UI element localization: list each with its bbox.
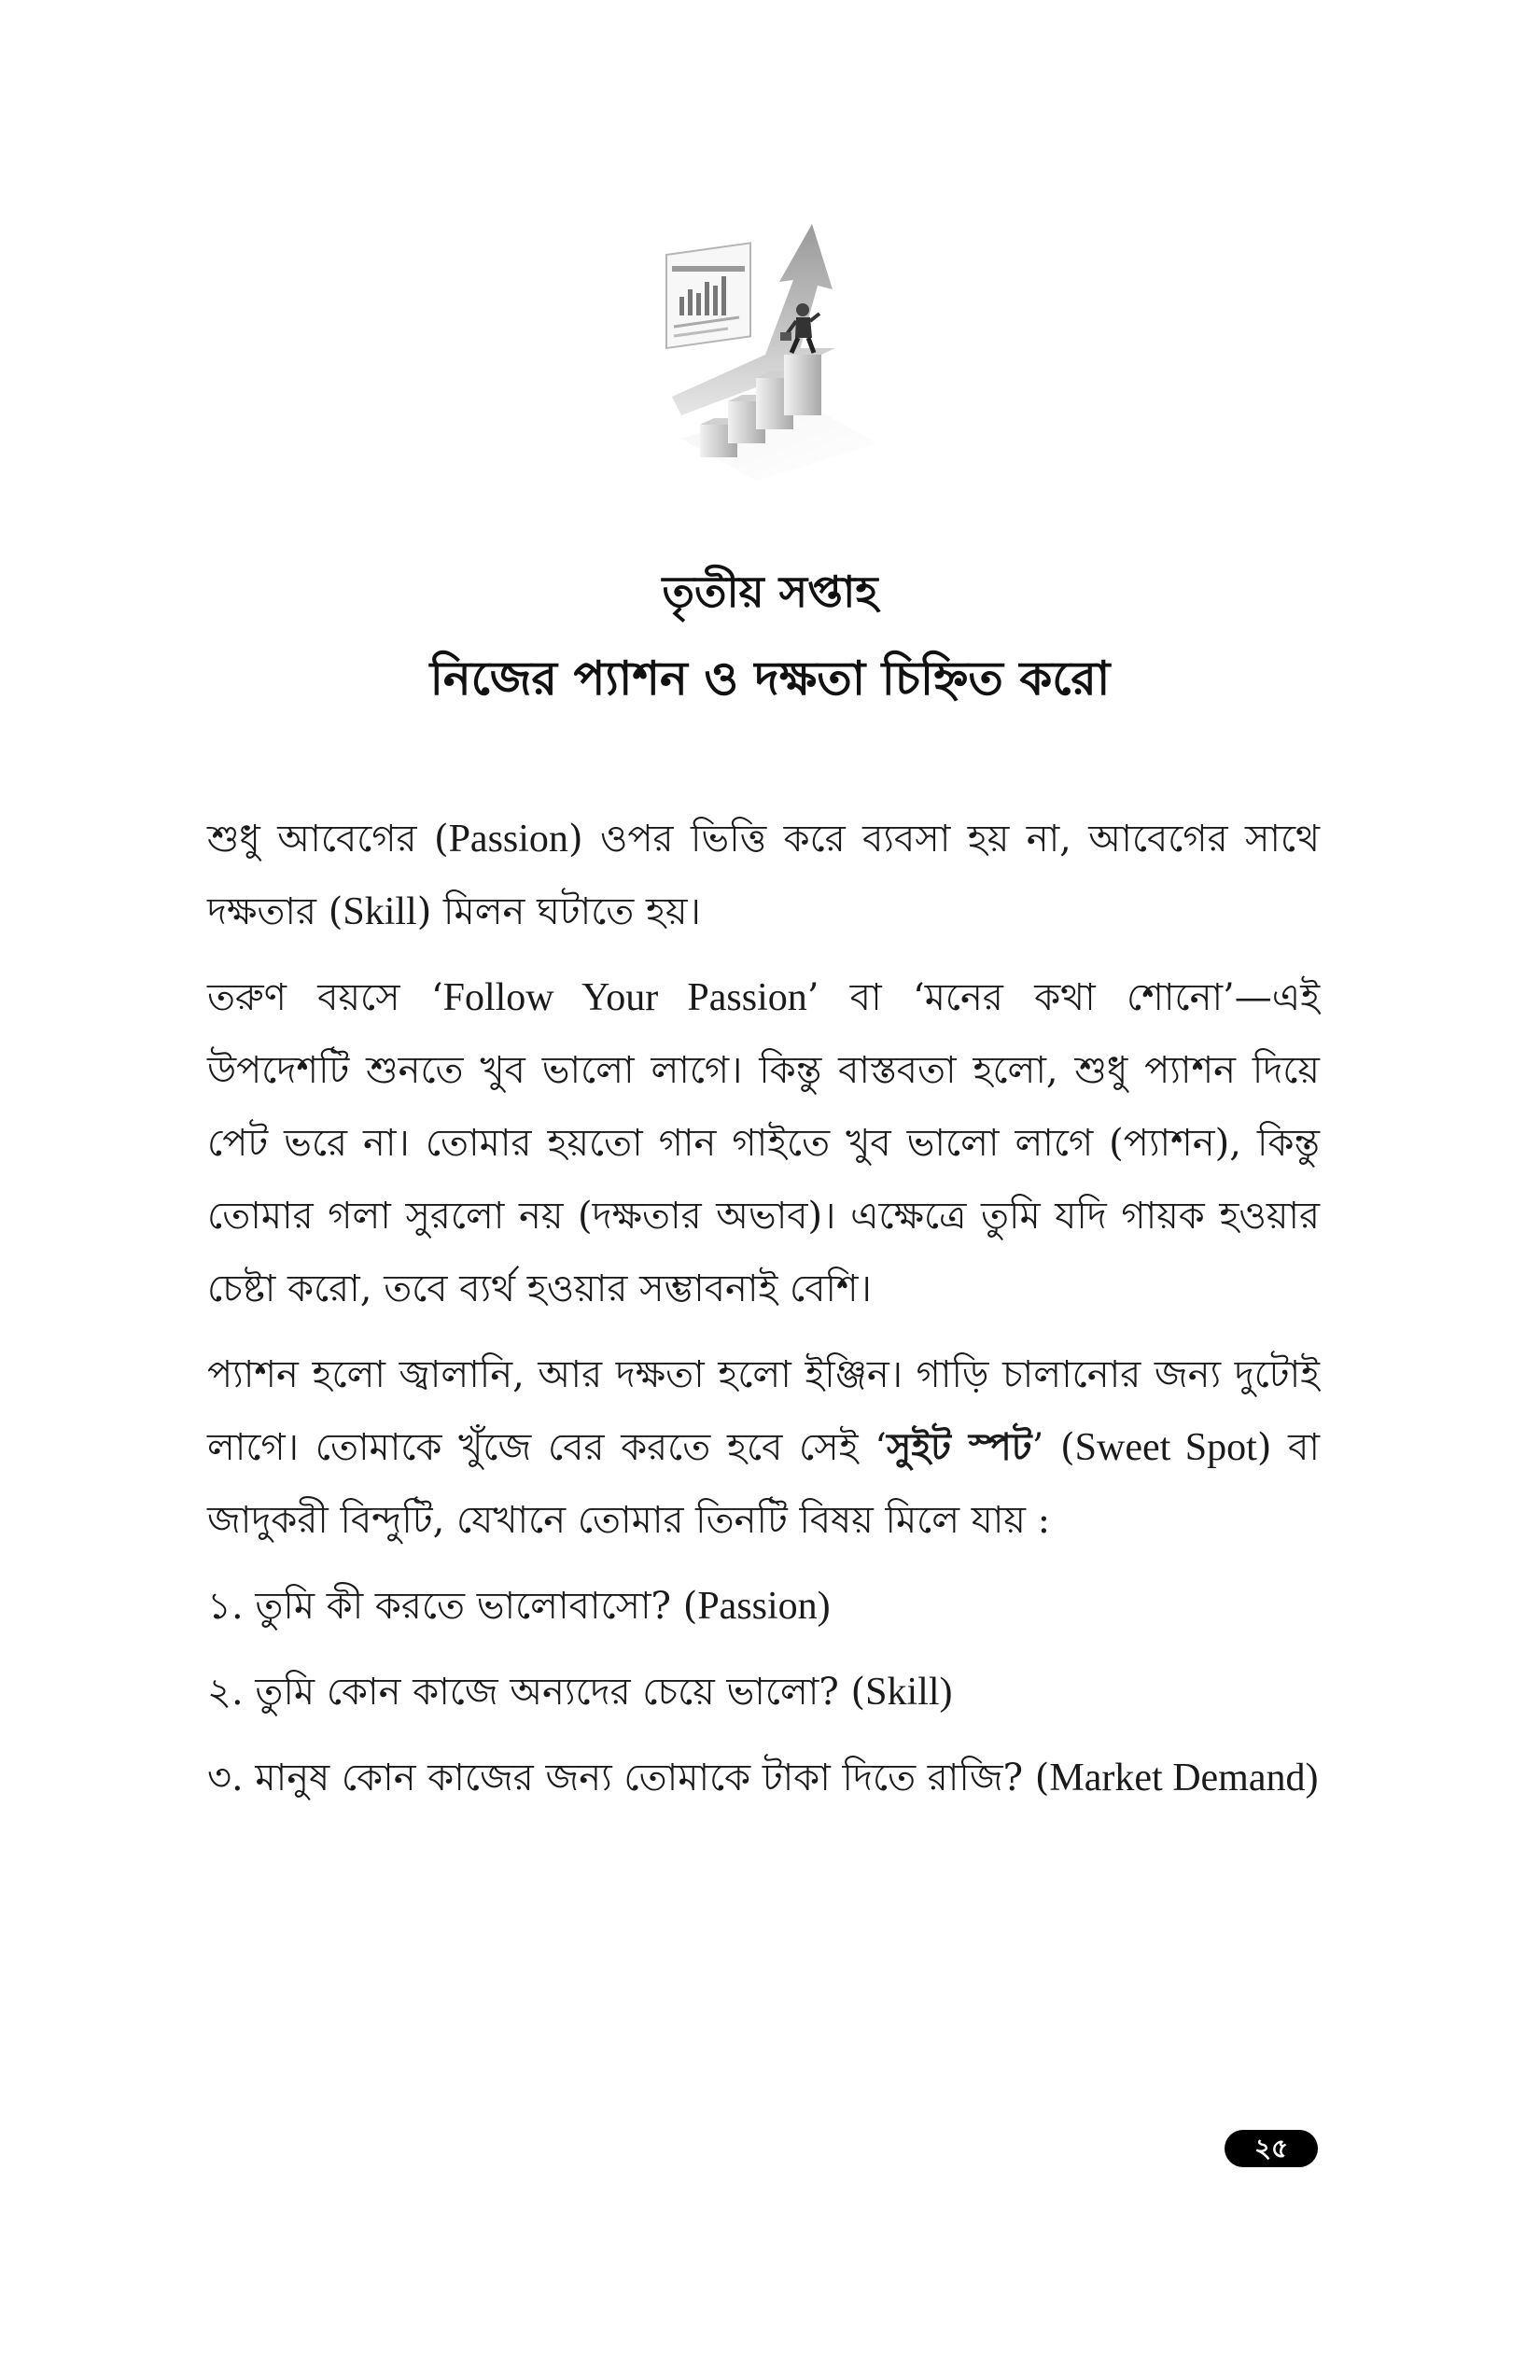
body-text [207, 803, 1320, 1827]
term-follow-your-passion: Follow Your Passion [442, 976, 807, 1019]
list-item: ২. তুমি কোন কাজে অন্যদের চেয়ে ভালো? (Skill) [207, 1671, 953, 1714]
business-growth-illustration [653, 224, 896, 485]
term-skill: Skill [343, 890, 417, 933]
list-item: ৩. মানুষ কোন কাজের জন্য তোমাকে টাকা দিতে রাজি? (Market Demand) [207, 1757, 1319, 1799]
paragraph-intro: শুধু আবেগের (Passion) ওপর ভিত্তি করে ব্যবসা হয় না, আবেগের সাথে দক্ষতার (Skill) মিলন ঘটাতে হয়। [207, 818, 1320, 933]
sweet-spot-bangla: সুইট স্পট [886, 1425, 1032, 1469]
paragraph-reality: তরুণ বয়সে ‘Follow Your Passion’ বা ‘মনের কথা শোনো’—এই উপদেশটি শুনতে খুব ভালো লাগে। কিন্তু বাস্তবতা হলো, শুধু প্যাশন দিয়ে পেট ভরে না। তোমার হয়তো গান গাইতে খুব ভালো লাগে (প্যাশন), কিন্তু তোমার গলা সুরলো নয় (দক্ষতার অভাব)। এক্ষেত্রে তুমি যদি গায়ক হওয়ার চেষ্টা করো, তবে ব্যর্থ হওয়ার সম্ভাবনাই বেশি। [207, 976, 1321, 1310]
list-item: ১. তুমি কী করতে ভালোবাসো? (Passion) [207, 1585, 831, 1628]
business-growth-stairs-icon [653, 224, 896, 485]
paragraph-sweet-spot: প্যাশন হলো জ্বালানি, আর দক্ষতা হলো ইঞ্জিন। গাড়ি চালানোর জন্য দুটোই লাগে। তোমাকে খুঁজে বের করতে হবে সেই ‘সুইট স্পট’ (Sweet Spot) বা জাদুকরী বিন্দুটি, যেখানে তোমার তিনটি বিষয় মিলে যায় : [207, 1353, 1320, 1542]
chapter-title: নিজের প্যাশন ও দক্ষতা চিহ্নিত করো [429, 651, 1111, 706]
week-title: তৃতীয় সপ্তাহ [662, 567, 878, 617]
page-number-badge: ২৫ [1225, 2130, 1318, 2167]
term-passion: Passion [448, 818, 568, 861]
term-sweet-spot: Sweet Spot [1074, 1426, 1257, 1469]
